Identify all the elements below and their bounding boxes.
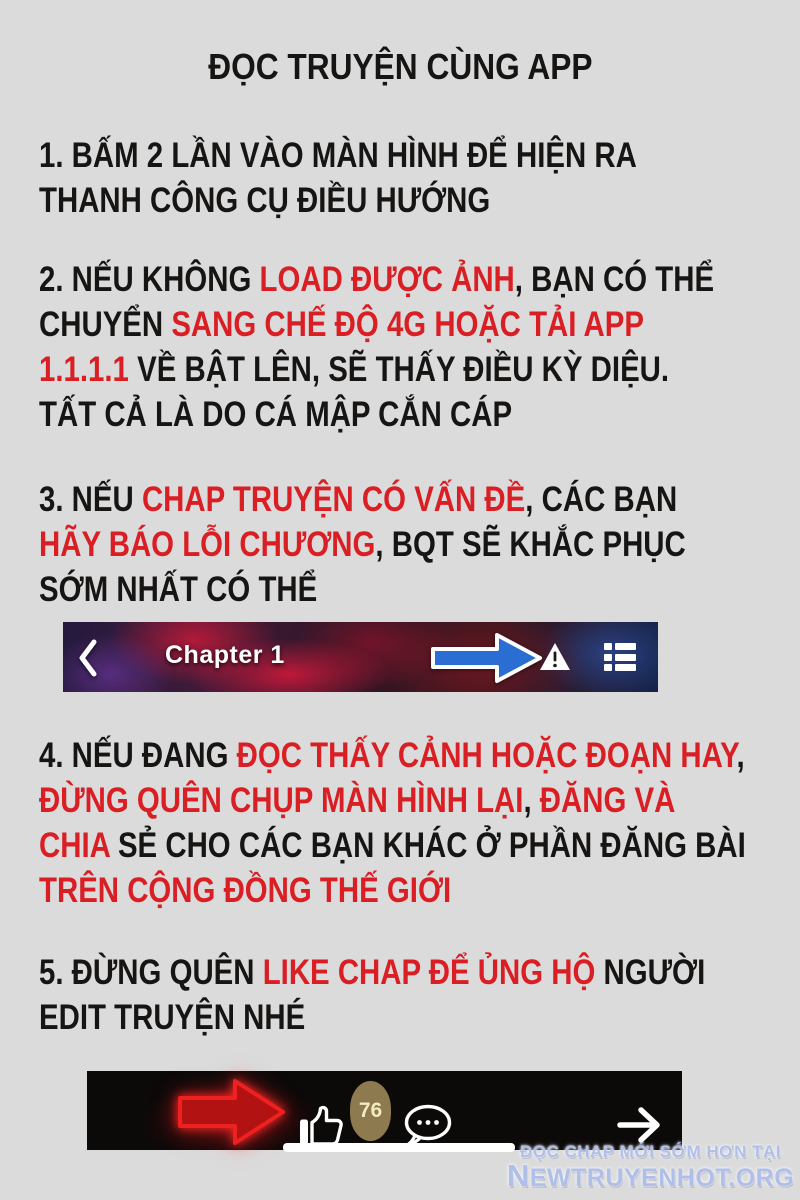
body-text: , BQT SẼ KHẮC PHỤC: [375, 525, 686, 564]
instruction-line: [39, 302, 714, 347]
blue-arrow-icon: [429, 632, 544, 684]
like-count: 76: [358, 1099, 383, 1122]
highlight-text: SANG CHẾ ĐỘ 4G HOẶC TẢI APP: [171, 305, 644, 344]
instruction-5: [39, 950, 800, 1040]
highlight-text: LIKE CHAP ĐỂ ỦNG HỘ: [262, 953, 596, 992]
chapter-title: Chapter 1: [165, 641, 285, 669]
chapter-nav-screenshot: [63, 622, 658, 692]
body-text: , CÁC BẠN: [525, 480, 678, 519]
body-text: 1. BẤM 2 LẦN VÀO MÀN HÌNH ĐỂ HIỆN RA: [39, 136, 637, 175]
instruction-line: [39, 522, 686, 567]
instruction-2: [39, 257, 800, 437]
highlight-text: 1.1.1.1: [39, 350, 129, 389]
body-text: ,: [523, 781, 540, 820]
body-text: THANH CÔNG CỤ ĐIỀU HƯỚNG: [39, 181, 491, 220]
instruction-line: [39, 257, 714, 302]
body-text: NGƯỜI: [595, 953, 706, 992]
instruction-line: [39, 995, 705, 1040]
instruction-line: [39, 950, 705, 995]
body-text: TẤT CẢ LÀ DO CÁ MẬP CẮN CÁP: [39, 395, 513, 434]
watermark: [503, 1141, 798, 1192]
body-text: CHUYỂN: [39, 305, 172, 344]
highlight-text: CHAP TRUYỆN CÓ VẤN ĐỀ: [141, 480, 526, 519]
body-text: 4. NẾU ĐANG: [39, 736, 237, 775]
body-text: SỚM NHẤT CÓ THỂ: [39, 570, 318, 609]
body-text: SẺ CHO CÁC BẠN KHÁC Ở PHẦN ĐĂNG BÀI: [109, 826, 746, 865]
body-text: 3. NẾU: [39, 480, 142, 519]
speech-bubble-icon comment-button[interactable]: [402, 1104, 454, 1147]
instruction-line: [39, 178, 637, 223]
warning-triangle-icon[interactable]: [539, 642, 571, 672]
instruction-line: [39, 778, 746, 823]
instruction-line: [39, 567, 686, 612]
highlight-text: ĐĂNG VÀ: [539, 781, 676, 820]
instruction-1: [39, 133, 751, 223]
instruction-line: [39, 133, 637, 178]
instruction-3: [39, 477, 800, 612]
like-count-badge: [350, 1081, 391, 1141]
right-arrow-icon next-chapter-button[interactable]: [617, 1106, 663, 1144]
highlight-text: LOAD ĐƯỢC ẢNH: [259, 260, 515, 299]
highlight-text: ĐỪNG QUÊN CHỤP MÀN HÌNH LẠI: [39, 781, 524, 820]
page-title: [0, 46, 800, 87]
like-bar-screenshot: [87, 1071, 682, 1150]
instruction-line: [39, 392, 714, 437]
instruction-line: [39, 823, 746, 868]
back-chevron-icon[interactable]: [77, 639, 99, 677]
chapter-list-icon[interactable]: [604, 643, 636, 671]
instruction-line: [39, 477, 686, 522]
instruction-4: [39, 733, 800, 913]
body-text: ,: [736, 736, 745, 775]
body-text: 5. ĐỪNG QUÊN: [39, 953, 263, 992]
body-text: , BẠN CÓ THỂ: [514, 260, 715, 299]
body-text: 2. NẾU KHÔNG: [39, 260, 260, 299]
instruction-line: [39, 347, 714, 392]
highlight-text: HÃY BÁO LỖI CHƯƠNG: [39, 525, 376, 564]
highlight-text: CHIA: [39, 826, 110, 865]
body-text: VỀ BẬT LÊN, SẼ THẤY ĐIỀU KỲ DIỆU.: [128, 350, 670, 389]
highlight-text: TRÊN CỘNG ĐỒNG THẾ GIỚI: [39, 871, 452, 910]
watermark-site: NEWTRUYENHOT.ORG: [506, 1158, 795, 1193]
progress-strip: [283, 1143, 515, 1152]
red-arrow-icon: [173, 1075, 291, 1149]
instruction-line: [39, 733, 746, 778]
highlight-text: ĐỌC THẤY CẢNH HOẶC ĐOẠN HAY: [236, 736, 737, 775]
watermark-tagline: ĐỌC CHAP MỚI SỚM HƠN TẠI: [519, 1142, 782, 1161]
page-title-text: ĐỌC TRUYỆN CÙNG APP: [207, 46, 593, 87]
body-text: EDIT TRUYỆN NHÉ: [39, 998, 306, 1037]
instruction-line: [39, 868, 746, 913]
